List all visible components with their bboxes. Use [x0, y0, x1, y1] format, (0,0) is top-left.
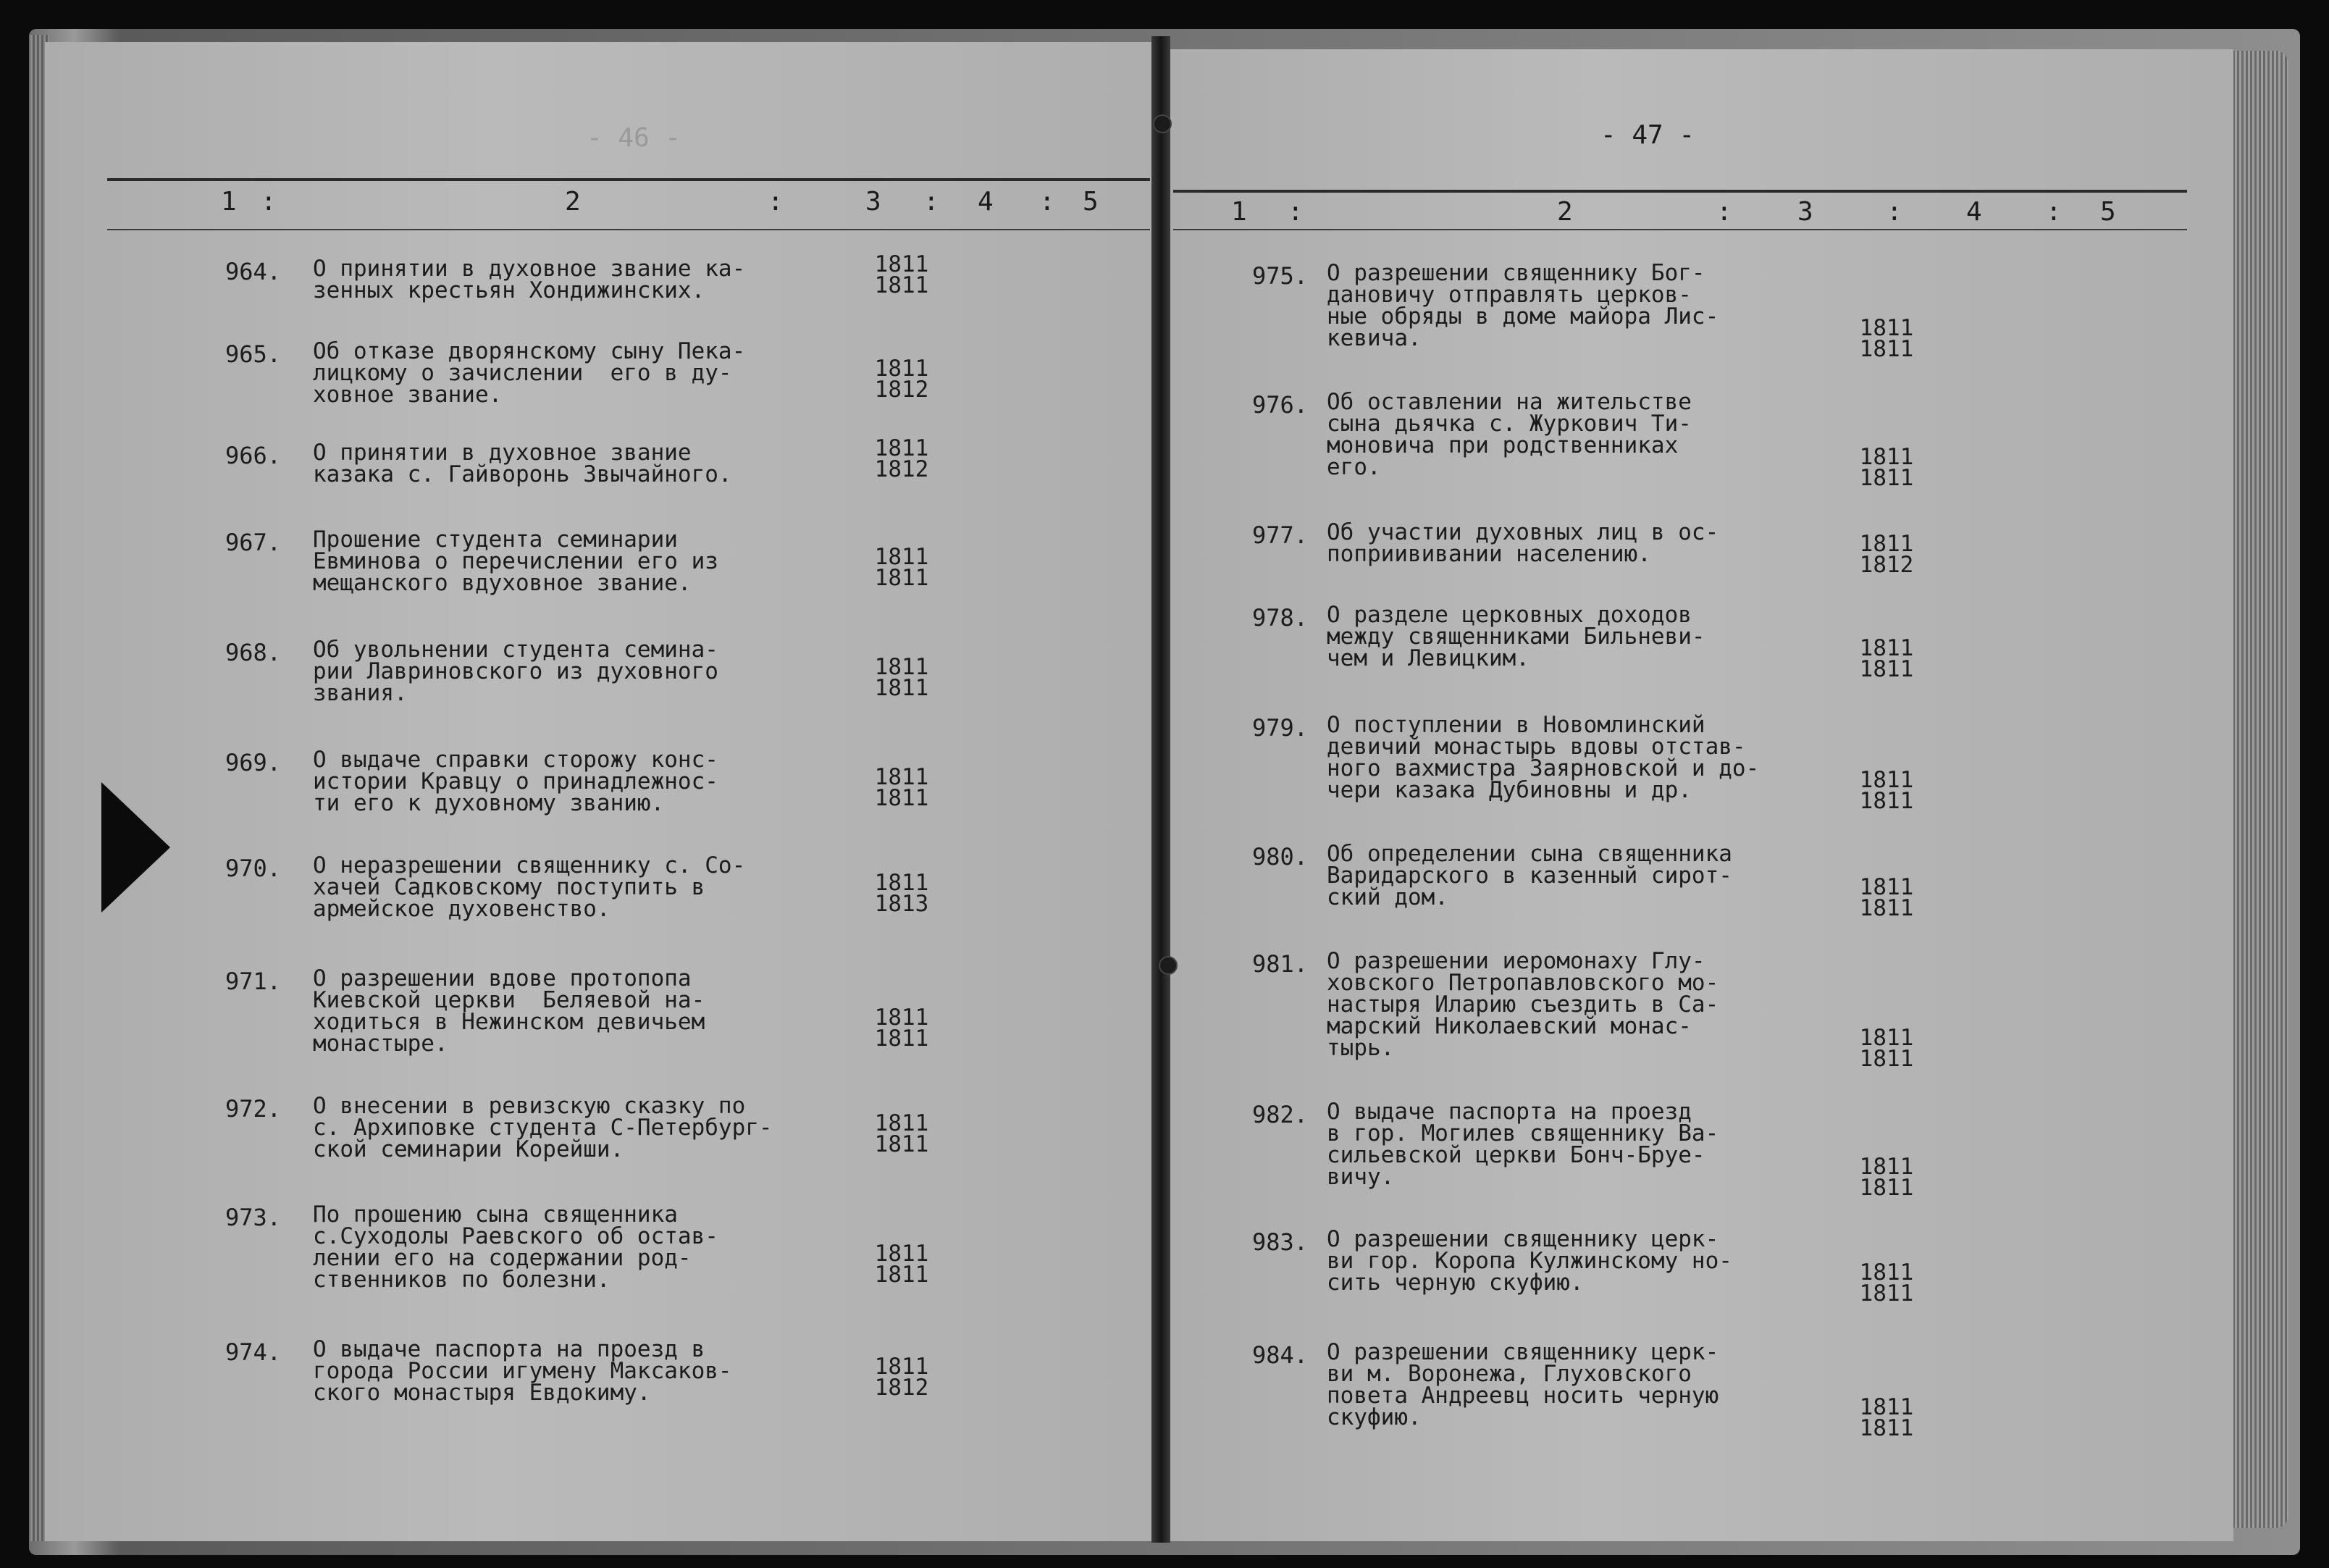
- col-header-2: 2: [1557, 197, 1573, 227]
- col-header-1: 1: [1231, 197, 1247, 227]
- col-header-5: 5: [2100, 197, 2116, 227]
- entry-end-year: 1811: [1859, 788, 1914, 814]
- entry-text-line: О выдаче паспорта на проезд в: [313, 1336, 705, 1362]
- entry-text-line: девичий монастырь вдовы отстав-: [1327, 734, 1746, 760]
- entry-text-line: О выдаче паспорта на проезд: [1327, 1099, 1692, 1125]
- col-header-4: 4: [1966, 197, 1982, 227]
- header-rule-top: [107, 178, 1150, 181]
- col-sep: :: [1039, 187, 1055, 217]
- entry-text-line: Об отказе дворянскому сыну Пека-: [313, 338, 746, 364]
- entry-end-year: 1811: [1859, 1280, 1914, 1307]
- entry-end-year: 1811: [1859, 1046, 1914, 1072]
- entry-number: 981.: [1251, 950, 1308, 978]
- binding-hole: [1159, 956, 1178, 975]
- entry-text-line: истории Кравцу о принадлежнос-: [313, 768, 718, 795]
- entry-text-line: ви гор. Коропа Кулжинскому но-: [1327, 1248, 1732, 1274]
- entry-text-line: Евминова о перечислении его из: [313, 548, 718, 574]
- entry-text-line: марский Николаевский монас-: [1327, 1013, 1692, 1039]
- entry-text-line: казака с. Гайворонь Звычайного.: [313, 461, 732, 487]
- entry-end-year: 1812: [874, 377, 929, 403]
- col-header-5: 5: [1083, 187, 1099, 217]
- entry-number: 969.: [224, 749, 281, 776]
- binding-hole: [1153, 114, 1172, 133]
- entry-end-year: 1812: [874, 456, 929, 482]
- entry-text-line: О разделе церковных доходов: [1327, 602, 1692, 628]
- entry-start-year: 1811: [874, 764, 929, 790]
- entry-end-year: 1811: [874, 675, 929, 701]
- col-sep: :: [768, 187, 784, 217]
- entry-number: 965.: [224, 340, 281, 368]
- entry-text-line: Киевской церкви Беляевой на-: [313, 987, 705, 1013]
- entry-end-year: 1811: [1859, 656, 1914, 682]
- entry-text-line: Об участии духовных лиц в ос-: [1327, 519, 1719, 545]
- entry-text-line: сильевской церкви Бонч-Бруе-: [1327, 1142, 1705, 1168]
- col-header-3: 3: [1797, 197, 1813, 227]
- col-sep: :: [2046, 197, 2062, 227]
- entry-end-year: 1811: [874, 1026, 929, 1052]
- entry-text-line: О разрешении вдове протопопа: [313, 965, 692, 991]
- entry-number: 979.: [1251, 714, 1308, 742]
- entry-text-line: Об увольнении студента семина-: [313, 637, 718, 663]
- page-number-right: - 47 -: [1600, 120, 1695, 150]
- entry-text-line: в гор. Могилев священнику Ва-: [1327, 1120, 1719, 1146]
- entry-number: 977.: [1251, 521, 1308, 549]
- entry-text-line: чери казака Дубиновны и др.: [1327, 777, 1692, 803]
- entry-text-line: ви м. Воронежа, Глуховского: [1327, 1361, 1692, 1387]
- entry-text-line: О разрешении священнику церк-: [1327, 1339, 1719, 1365]
- entry-text-line: монастыре.: [313, 1031, 448, 1057]
- entry-end-year: 1811: [1859, 1175, 1914, 1201]
- entry-number: 971.: [224, 968, 281, 995]
- entry-number: 967.: [224, 529, 281, 556]
- entry-text-line: повета Андреевц носить черную: [1327, 1383, 1719, 1409]
- entry-number: 976.: [1251, 391, 1308, 419]
- entry-text-line: его.: [1327, 454, 1381, 480]
- entry-start-year: 1811: [1859, 635, 1914, 661]
- entry-text-line: дановичу отправлять церков-: [1327, 282, 1692, 308]
- entry-text-line: ственников по болезни.: [313, 1267, 610, 1293]
- entry-end-year: 1811: [1859, 336, 1914, 362]
- entry-text-line: ской семинарии Корейши.: [313, 1136, 624, 1162]
- entry-end-year: 1811: [1859, 895, 1914, 921]
- entry-end-year: 1811: [874, 1131, 929, 1157]
- entry-text-line: О неразрешении священнику с. Со-: [313, 852, 746, 879]
- col-header-3: 3: [865, 187, 881, 217]
- header-rule-bottom: [1173, 229, 2187, 230]
- entry-start-year: 1811: [874, 1110, 929, 1136]
- entry-text-line: хачей Садковскому поступить в: [313, 874, 705, 900]
- entry-start-year: 1811: [874, 251, 929, 277]
- entry-end-year: 1811: [874, 785, 929, 811]
- entry-number: 970.: [224, 855, 281, 882]
- entry-start-year: 1811: [874, 356, 929, 382]
- entry-text-line: Об оставлении на жительстве: [1327, 389, 1692, 415]
- entry-number: 964.: [224, 258, 281, 285]
- entry-text-line: По прошению сына священника: [313, 1202, 678, 1228]
- entry-number: 984.: [1251, 1341, 1308, 1369]
- entry-text-line: ский дом.: [1327, 884, 1448, 910]
- entry-text-line: лицкому о зачислении его в ду-: [313, 360, 732, 386]
- entry-start-year: 1811: [1859, 1154, 1914, 1180]
- entry-text-line: тырь.: [1327, 1035, 1395, 1061]
- entry-text-line: между священниками Бильневи-: [1327, 624, 1705, 650]
- entry-text-line: скуфию.: [1327, 1404, 1422, 1430]
- entry-text-line: армейское духовенство.: [313, 896, 610, 922]
- col-header-4: 4: [978, 187, 994, 217]
- entry-text-line: ного вахмистра Заярновской и до-: [1327, 755, 1760, 781]
- entry-number: 978.: [1251, 604, 1308, 632]
- book-gutter: [1151, 36, 1170, 1543]
- entry-text-line: мещанского вдуховное звание.: [313, 570, 692, 596]
- entry-number: 975.: [1251, 262, 1308, 290]
- entry-text-line: настыря Иларию съездить в Са-: [1327, 991, 1719, 1018]
- entry-text-line: ные обряды в доме майора Лис-: [1327, 303, 1719, 330]
- entry-end-year: 1811: [1859, 1415, 1914, 1441]
- col-header-2: 2: [565, 187, 581, 217]
- entry-text-line: Прошение студента семинарии: [313, 527, 678, 553]
- entry-text-line: сить черную скуфию.: [1327, 1270, 1584, 1296]
- entry-start-year: 1811: [1859, 874, 1914, 900]
- entry-text-line: города России игумену Максаков-: [313, 1358, 732, 1384]
- col-sep: :: [1288, 197, 1304, 227]
- entry-start-year: 1811: [874, 544, 929, 570]
- entry-start-year: 1811: [874, 1241, 929, 1267]
- entry-start-year: 1811: [874, 654, 929, 680]
- entry-number: 983.: [1251, 1228, 1308, 1256]
- entry-number: 974.: [224, 1338, 281, 1366]
- entry-text-line: ского монастыря Евдокиму.: [313, 1380, 651, 1406]
- header-rule-top: [1173, 190, 2187, 193]
- entry-end-year: 1812: [874, 1375, 929, 1401]
- page-number-left: - 46 -: [587, 123, 681, 153]
- entry-text-line: поприививании населению.: [1327, 541, 1651, 567]
- entry-number: 968.: [224, 639, 281, 666]
- entry-text-line: лении его на содержании род-: [313, 1245, 692, 1271]
- entry-text-line: О внесении в ревизскую сказку по: [313, 1093, 746, 1119]
- entry-number: 982.: [1251, 1101, 1308, 1128]
- entry-text-line: О принятии в духовное звание: [313, 440, 692, 466]
- entry-start-year: 1811: [874, 1005, 929, 1031]
- entry-text-line: О разрешении священнику Бог-: [1327, 260, 1705, 286]
- entry-text-line: моновича при родственниках: [1327, 432, 1679, 458]
- col-sep: :: [1716, 197, 1732, 227]
- right-page-stack: [2231, 51, 2288, 1528]
- entry-text-line: ти его к духовному званию.: [313, 790, 665, 816]
- col-sep: :: [261, 187, 277, 217]
- entry-number: 966.: [224, 442, 281, 469]
- entry-text-line: с.Суходолы Раевского об остав-: [313, 1223, 718, 1249]
- entry-end-year: 1811: [874, 565, 929, 591]
- entry-text-line: ховное звание.: [313, 382, 503, 408]
- clip-shadow: [101, 782, 170, 913]
- entry-start-year: 1811: [1859, 315, 1914, 341]
- entry-text-line: О разрешении священнику церк-: [1327, 1226, 1719, 1252]
- entry-start-year: 1811: [874, 435, 929, 461]
- entry-text-line: звания.: [313, 680, 408, 706]
- entry-end-year: 1811: [874, 1262, 929, 1288]
- entry-text-line: рии Лавриновского из духовного: [313, 658, 718, 684]
- entry-text-line: сына дьячка с. Журкович Ти-: [1327, 411, 1692, 437]
- entry-text-line: чем и Левицким.: [1327, 645, 1529, 671]
- header-rule-bottom: [107, 229, 1150, 230]
- entry-text-line: вичу.: [1327, 1164, 1395, 1190]
- entry-end-year: 1812: [1859, 552, 1914, 578]
- entry-text-line: О выдаче справки сторожу конс-: [313, 747, 718, 773]
- entry-number: 972.: [224, 1095, 281, 1123]
- entry-end-year: 1811: [874, 272, 929, 298]
- entry-start-year: 1811: [1859, 444, 1914, 470]
- entry-start-year: 1811: [874, 870, 929, 896]
- entry-text-line: с. Архиповке студента С-Петербург-: [313, 1115, 773, 1141]
- entry-end-year: 1811: [1859, 465, 1914, 491]
- entry-number: 980.: [1251, 843, 1308, 871]
- entry-text-line: ходиться в Нежинском девичьем: [313, 1009, 705, 1035]
- entry-text-line: кевича.: [1327, 325, 1422, 351]
- entry-start-year: 1811: [874, 1354, 929, 1380]
- entry-text-line: О разрешении иеромонаху Глу-: [1327, 948, 1705, 974]
- entry-start-year: 1811: [1859, 1394, 1914, 1420]
- col-header-1: 1: [221, 187, 237, 217]
- entry-text-line: Об определении сына священника: [1327, 841, 1732, 867]
- col-sep: :: [923, 187, 939, 217]
- entry-start-year: 1811: [1859, 1025, 1914, 1051]
- entry-start-year: 1811: [1859, 531, 1914, 557]
- entry-end-year: 1813: [874, 891, 929, 917]
- entry-text-line: ховского Петропавловского мо-: [1327, 970, 1719, 996]
- entry-text-line: О принятии в духовное звание ка-: [313, 256, 746, 282]
- entry-start-year: 1811: [1859, 1259, 1914, 1286]
- entry-text-line: Варидарского в казенный сирот-: [1327, 863, 1732, 889]
- entry-start-year: 1811: [1859, 767, 1914, 793]
- entry-text-line: О поступлении в Новомлинский: [1327, 712, 1705, 738]
- entry-text-line: зенных крестьян Хондижинских.: [313, 277, 705, 303]
- col-sep: :: [1887, 197, 1902, 227]
- entry-number: 973.: [224, 1204, 281, 1231]
